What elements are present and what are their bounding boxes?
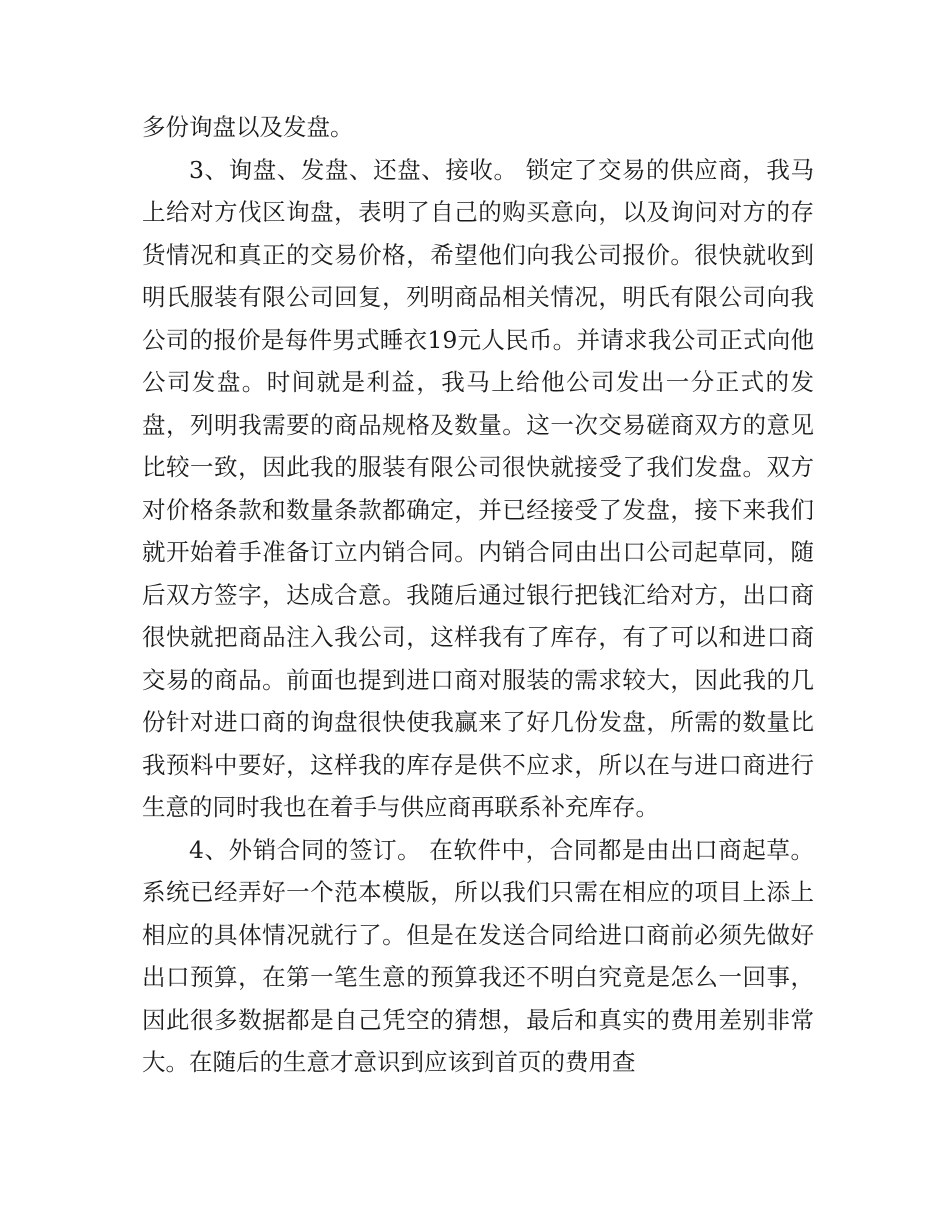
paragraph-export-contract: 4、外销合同的签订。 在软件中，合同都是由出口商起草。系统已经弄好一个范本模版，所以我们只需在相应的项目上添上相应的具体情况就行了。但是在发送合同给进口商前必须先做好出口预算，在第一笔生意的预算我还不明白究竟是怎么一回事，因此很多数据都是自己凭空的猜想，最后和真实的费用差别非常大。在随后的生意才意识到应该到首页的费用查	[142, 835, 814, 1076]
paragraph-continuation: 多份询盘以及发盘。	[142, 113, 354, 141]
document-body	[142, 106, 814, 1084]
paragraph-inquiry-offer: 3、询盘、发盘、还盘、接收。 锁定了交易的供应商，我马上给对方伐区询盘，表明了自己的购买意向，以及询问对方的存货情况和真正的交易价格，希望他们向我公司报价。很快就收到明氏服装有限公司回复，列明商品相关情况，明氏有限公司向我公司的报价是每件男式睡衣19元人民币。并请求我公司正式向他公司发盘。时间就是利益，我马上给他公司发出一分正式的发盘，列明我需要的商品规格及数量。这一次交易磋商双方的意见比较一致，因此我的服装有限公司很快就接受了我们发盘。双方对价格条款和数量条款都确定，并已经接受了发盘，接下来我们就开始着手准备订立内销合同。内销合同由出口公司起草同，随后双方签字，达成合意。我随后通过银行把钱汇给对方，出口商很快就把商品注入我公司，这样我有了库存，有了可以和进口商交易的商品。前面也提到进口商对服装的需求较大，因此我的几份针对进口商的询盘很快使我赢来了好几份发盘，所需的数量比我预料中要好，这样我的库存是供不应求，所以在与进口商进行生意的同时我也在着手与供应商再联系补充库存。	[142, 155, 814, 821]
